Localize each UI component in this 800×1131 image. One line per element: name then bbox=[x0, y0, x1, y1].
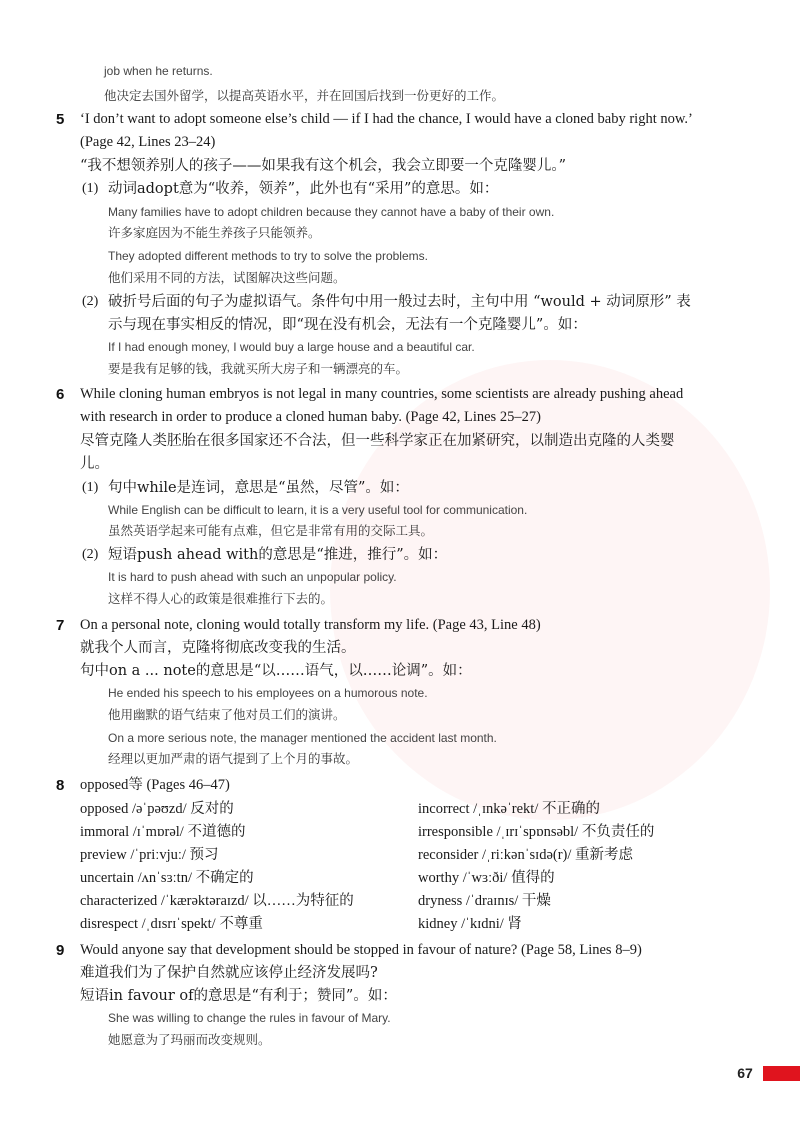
quote-reference: (Page 42, Lines 23–24) bbox=[80, 134, 216, 150]
example-translation: 他用幽默的语气结束了他对员工们的演讲。 bbox=[108, 707, 346, 722]
example-sentence: Many families have to adopt children because they cannot have a baby of their own. bbox=[108, 205, 555, 219]
quote-translation: 儿。 bbox=[80, 456, 109, 472]
example-sentence: job when he returns. bbox=[104, 64, 213, 78]
vocab-entry: preview /ˈpriːvjuː/ 预习 bbox=[80, 847, 219, 863]
explanation: 破折号后面的句子为虚拟语气。条件句中用一般过去时，主句中用 “would + 动词原形” 表 bbox=[108, 294, 691, 310]
quote-sentence: Would anyone say that development should be stopped in favour of nature? (Page 58, Lines 8–9) bbox=[80, 942, 642, 958]
vocab-entry: kidney /ˈkɪdni/ 肾 bbox=[418, 916, 522, 932]
vocab-entry: characterized /ˈkærəktəraɪzd/ 以……为特征的 bbox=[80, 893, 354, 909]
vocab-entry: disrespect /ˌdɪsrɪˈspekt/ 不尊重 bbox=[80, 916, 263, 932]
example-sentence: If I had enough money, I would buy a large house and a beautiful car. bbox=[108, 340, 475, 354]
quote-translation: 尽管克隆人类胚胎在很多国家还不合法，但一些科学家正在加紧研究，以制造出克隆的人类婴 bbox=[80, 433, 675, 449]
vocab-entry: uncertain /ʌnˈsɜːtn/ 不确定的 bbox=[80, 870, 254, 886]
quote-translation: “我不想领养别人的孩子——如果我有这个机会，我会立即要一个克隆婴儿。” bbox=[80, 158, 567, 174]
vocab-entry: reconsider /ˌriːkənˈsɪdə(r)/ 重新考虑 bbox=[418, 847, 634, 863]
vocab-entry: opposed /əˈpəʊzd/ 反对的 bbox=[80, 801, 234, 817]
item-number-8: 8 bbox=[56, 777, 65, 794]
sub-number: (1) bbox=[82, 480, 99, 495]
vocab-entry: irresponsible /ˌɪrɪˈspɒnsəbl/ 不负责任的 bbox=[418, 824, 655, 840]
sub-number: (2) bbox=[82, 294, 99, 309]
sub-number: (2) bbox=[82, 547, 99, 562]
quote-sentence: On a personal note, cloning would totally transform my life. (Page 43, Line 48) bbox=[80, 617, 541, 633]
explanation: 短语in favour of的意思是“有利于；赞同”。如： bbox=[80, 988, 397, 1004]
example-translation: 许多家庭因为不能生养孩子只能领养。 bbox=[108, 225, 321, 240]
vocab-entry: worthy /ˈwɜːði/ 值得的 bbox=[418, 870, 555, 886]
example-sentence: On a more serious note, the manager mentioned the accident last month. bbox=[108, 731, 497, 745]
quote-sentence: ‘I don’t want to adopt someone else’s child — if I had the chance, I would have a cloned baby right now.’ bbox=[80, 111, 693, 127]
explanation: 句中on a ... note的意思是“以……语气，以……论调”。如： bbox=[80, 663, 472, 679]
example-translation: 要是我有足够的钱，我就买所大房子和一辆漂亮的车。 bbox=[108, 361, 409, 376]
sub-number: (1) bbox=[82, 181, 99, 196]
quote-translation: 难道我们为了保护自然就应该停止经济发展吗? bbox=[80, 965, 378, 981]
vocab-entry: immoral /ɪˈmɒrəl/ 不道德的 bbox=[80, 824, 246, 840]
example-sentence: He ended his speech to his employees on a humorous note. bbox=[108, 686, 428, 700]
example-sentence: She was willing to change the rules in favour of Mary. bbox=[108, 1011, 391, 1025]
example-translation: 他决定去国外留学，以提高英语水平，并在回国后找到一份更好的工作。 bbox=[104, 88, 505, 103]
vocab-entry: incorrect /ˌɪnkəˈrekt/ 不正确的 bbox=[418, 801, 600, 817]
page-number: 67 bbox=[737, 1065, 753, 1081]
explanation: 句中while是连词，意思是“虽然，尽管”。如： bbox=[108, 480, 409, 496]
item-number-5: 5 bbox=[56, 111, 65, 128]
example-translation: 他们采用不同的方法，试图解决这些问题。 bbox=[108, 270, 346, 285]
example-translation: 她愿意为了玛丽而改变规则。 bbox=[108, 1032, 271, 1047]
item-number-6: 6 bbox=[56, 386, 65, 403]
item-number-9: 9 bbox=[56, 942, 65, 959]
explanation: 动词adopt意为“收养，领养”，此外也有“采用”的意思。如： bbox=[108, 181, 499, 197]
quote-sentence: with research in order to produce a cloned human baby. (Page 42, Lines 25–27) bbox=[80, 409, 541, 425]
quote-translation: 就我个人而言，克隆将彻底改变我的生活。 bbox=[80, 640, 356, 656]
watermark-logo bbox=[330, 360, 770, 820]
example-sentence: They adopted different methods to try to solve the problems. bbox=[108, 249, 428, 263]
example-sentence: While English can be difficult to learn, it is a very useful tool for communication. bbox=[108, 503, 528, 517]
quote-sentence: While cloning human embryos is not legal in many countries, some scientists are already pushing ahead bbox=[80, 386, 684, 402]
example-translation: 虽然英语学起来可能有点难，但它是非常有用的交际工具。 bbox=[108, 523, 434, 538]
example-translation: 这样不得人心的政策是很难推行下去的。 bbox=[108, 591, 334, 606]
vocab-heading: opposed等 (Pages 46–47) bbox=[80, 777, 230, 793]
example-sentence: It is hard to push ahead with such an unpopular policy. bbox=[108, 570, 397, 584]
page-accent-bar bbox=[763, 1066, 800, 1081]
example-translation: 经理以更加严肃的语气提到了上个月的事故。 bbox=[108, 751, 359, 766]
vocab-entry: dryness /ˈdraɪnɪs/ 干燥 bbox=[418, 893, 551, 909]
item-number-7: 7 bbox=[56, 617, 65, 634]
explanation: 短语push ahead with的意思是“推进，推行”。如： bbox=[108, 547, 448, 563]
explanation: 示与现在事实相反的情况，即“现在没有机会，无法有一个克隆婴儿”。如： bbox=[108, 317, 587, 333]
